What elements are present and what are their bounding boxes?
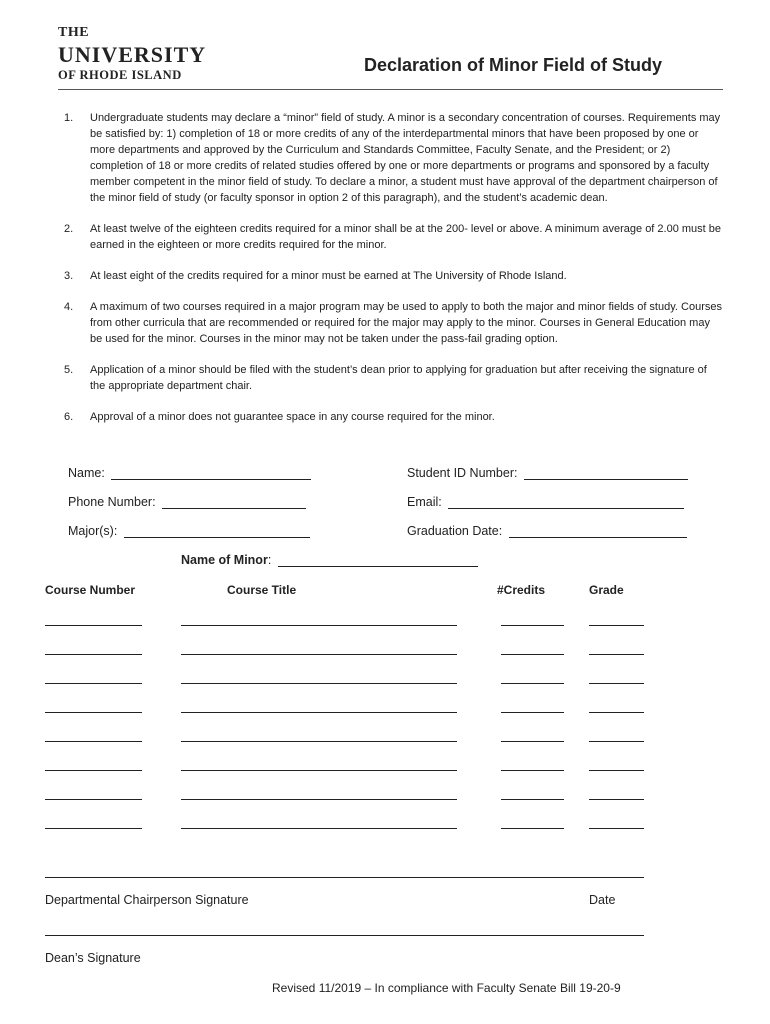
course-title-line[interactable]: [181, 654, 457, 655]
course-number-line[interactable]: [45, 712, 142, 713]
course-title-line[interactable]: [181, 712, 457, 713]
majors-label: Major(s):: [68, 524, 118, 538]
grade-line[interactable]: [589, 654, 644, 655]
item-text: At least twelve of the eighteen credits required for a minor shall be at the 200- level or above. A minimum average of 2.00 must be earned in the eighteen or more credits required for the minor.: [90, 223, 722, 251]
list-item: [64, 299, 724, 347]
course-title-line[interactable]: [181, 828, 457, 829]
graduation-date-label: Graduation Date:: [407, 524, 503, 538]
course-number-line[interactable]: [45, 828, 142, 829]
email-label: Email:: [407, 495, 442, 509]
list-item: [64, 268, 724, 284]
course-title-line[interactable]: [181, 770, 457, 771]
course-title-line[interactable]: [181, 683, 457, 684]
majors-field: [68, 524, 310, 538]
rules-list: [64, 110, 724, 440]
credits-line[interactable]: [501, 828, 564, 829]
majors-input-line[interactable]: [124, 524, 310, 538]
course-title-line[interactable]: [181, 625, 457, 626]
list-item: [64, 409, 724, 425]
credits-line[interactable]: [501, 654, 564, 655]
student-id-label: Student ID Number:: [407, 466, 518, 480]
header-divider: [58, 89, 723, 90]
name-field: [68, 466, 311, 480]
email-field: [407, 495, 684, 509]
grade-line[interactable]: [589, 799, 644, 800]
grade-line[interactable]: [589, 741, 644, 742]
item-number: 4.: [64, 301, 74, 313]
grade-line[interactable]: [589, 683, 644, 684]
course-title-line[interactable]: [181, 741, 457, 742]
logo-university: UNIVERSITY: [58, 42, 207, 67]
chair-signature-label: Departmental Chairperson Signature: [45, 893, 249, 907]
item-number: 2.: [64, 223, 74, 235]
grade-line[interactable]: [589, 770, 644, 771]
phone-field: [68, 495, 306, 509]
grade-header: Grade: [589, 583, 624, 597]
logo-of-rhode-island: OF RHODE ISLAND: [58, 68, 182, 82]
credits-line[interactable]: [501, 741, 564, 742]
course-title-line[interactable]: [181, 799, 457, 800]
list-item: [64, 362, 724, 394]
course-number-line[interactable]: [45, 683, 142, 684]
phone-input-line[interactable]: [162, 495, 306, 509]
course-number-line[interactable]: [45, 770, 142, 771]
course-number-line[interactable]: [45, 741, 142, 742]
course-number-header: Course Number: [45, 583, 136, 597]
item-text: Application of a minor should be filed with the student’s dean prior to applying for graduation but after receiving the signature of the appropriate department chair.: [90, 364, 707, 392]
item-number: 5.: [64, 364, 74, 376]
grade-line[interactable]: [589, 712, 644, 713]
minor-name-field: [181, 553, 478, 567]
course-number-line[interactable]: [45, 625, 142, 626]
revision-footer: Revised 11/2019 – In compliance with Faculty Senate Bill 19-20-9: [272, 981, 621, 995]
list-item: [64, 221, 724, 253]
credits-line[interactable]: [501, 770, 564, 771]
item-number: 3.: [64, 270, 74, 282]
graduation-date-field: [407, 524, 687, 538]
student-id-input-line[interactable]: [524, 466, 688, 480]
item-text: A maximum of two courses required in a major program may be used to apply to both the major and minor fields of study. Courses from other curricula that are recommended or required for the major may apply to the minor. Courses in General Education may be used for the minor. Courses in the minor may not be taken under the pass-fail grading option.: [90, 301, 722, 345]
item-text: At least eight of the credits required for a minor must be earned at The University of Rhode Island.: [90, 270, 567, 282]
grade-line[interactable]: [589, 625, 644, 626]
course-number-line[interactable]: [45, 799, 142, 800]
dean-signature-label: Dean’s Signature: [45, 951, 141, 965]
date-label: Date: [589, 893, 616, 907]
minor-name-colon: :: [267, 553, 272, 567]
credits-line[interactable]: [501, 799, 564, 800]
credits-header: #Credits: [497, 583, 546, 597]
item-number: 6.: [64, 411, 74, 423]
chair-signature-line[interactable]: [45, 877, 644, 878]
student-id-field: [407, 466, 688, 480]
course-number-line[interactable]: [45, 654, 142, 655]
list-item: [64, 110, 724, 206]
minor-name-input-line[interactable]: [278, 553, 478, 567]
grade-line[interactable]: [589, 828, 644, 829]
name-label: Name:: [68, 466, 105, 480]
item-text: Approval of a minor does not guarantee space in any course required for the minor.: [90, 411, 495, 423]
item-number: 1.: [64, 112, 74, 124]
page-title: Declaration of Minor Field of Study: [364, 55, 663, 75]
item-text: Undergraduate students may declare a “minor” field of study. A minor is a secondary concentration of courses. Requirements may be satisfied by: 1) completion of 18 or more credits of any of the interdepartmental minors that have been proposed by one or more departments and approved by the Curriculum and Standards Committee, Faculty Senate, and the President; or 2) completion of 18 or more credits of related studies offered by one or more departments or programs and sponsored by a faculty member competent in the minor field of study. To declare a minor, a student must have approval of the department chairperson of the minor field of study (or faculty sponsor in option 2 of this paragraph), and the student’s academic dean.: [90, 112, 721, 204]
credits-line[interactable]: [501, 683, 564, 684]
credits-line[interactable]: [501, 625, 564, 626]
minor-name-label: Name of Minor: [181, 553, 268, 567]
graduation-date-input-line[interactable]: [509, 524, 687, 538]
credits-line[interactable]: [501, 712, 564, 713]
email-input-line[interactable]: [448, 495, 684, 509]
name-input-line[interactable]: [111, 466, 311, 480]
logo-the: THE: [58, 25, 90, 40]
course-title-header: Course Title: [227, 583, 297, 597]
phone-label: Phone Number:: [68, 495, 156, 509]
dean-signature-line[interactable]: [45, 935, 644, 936]
